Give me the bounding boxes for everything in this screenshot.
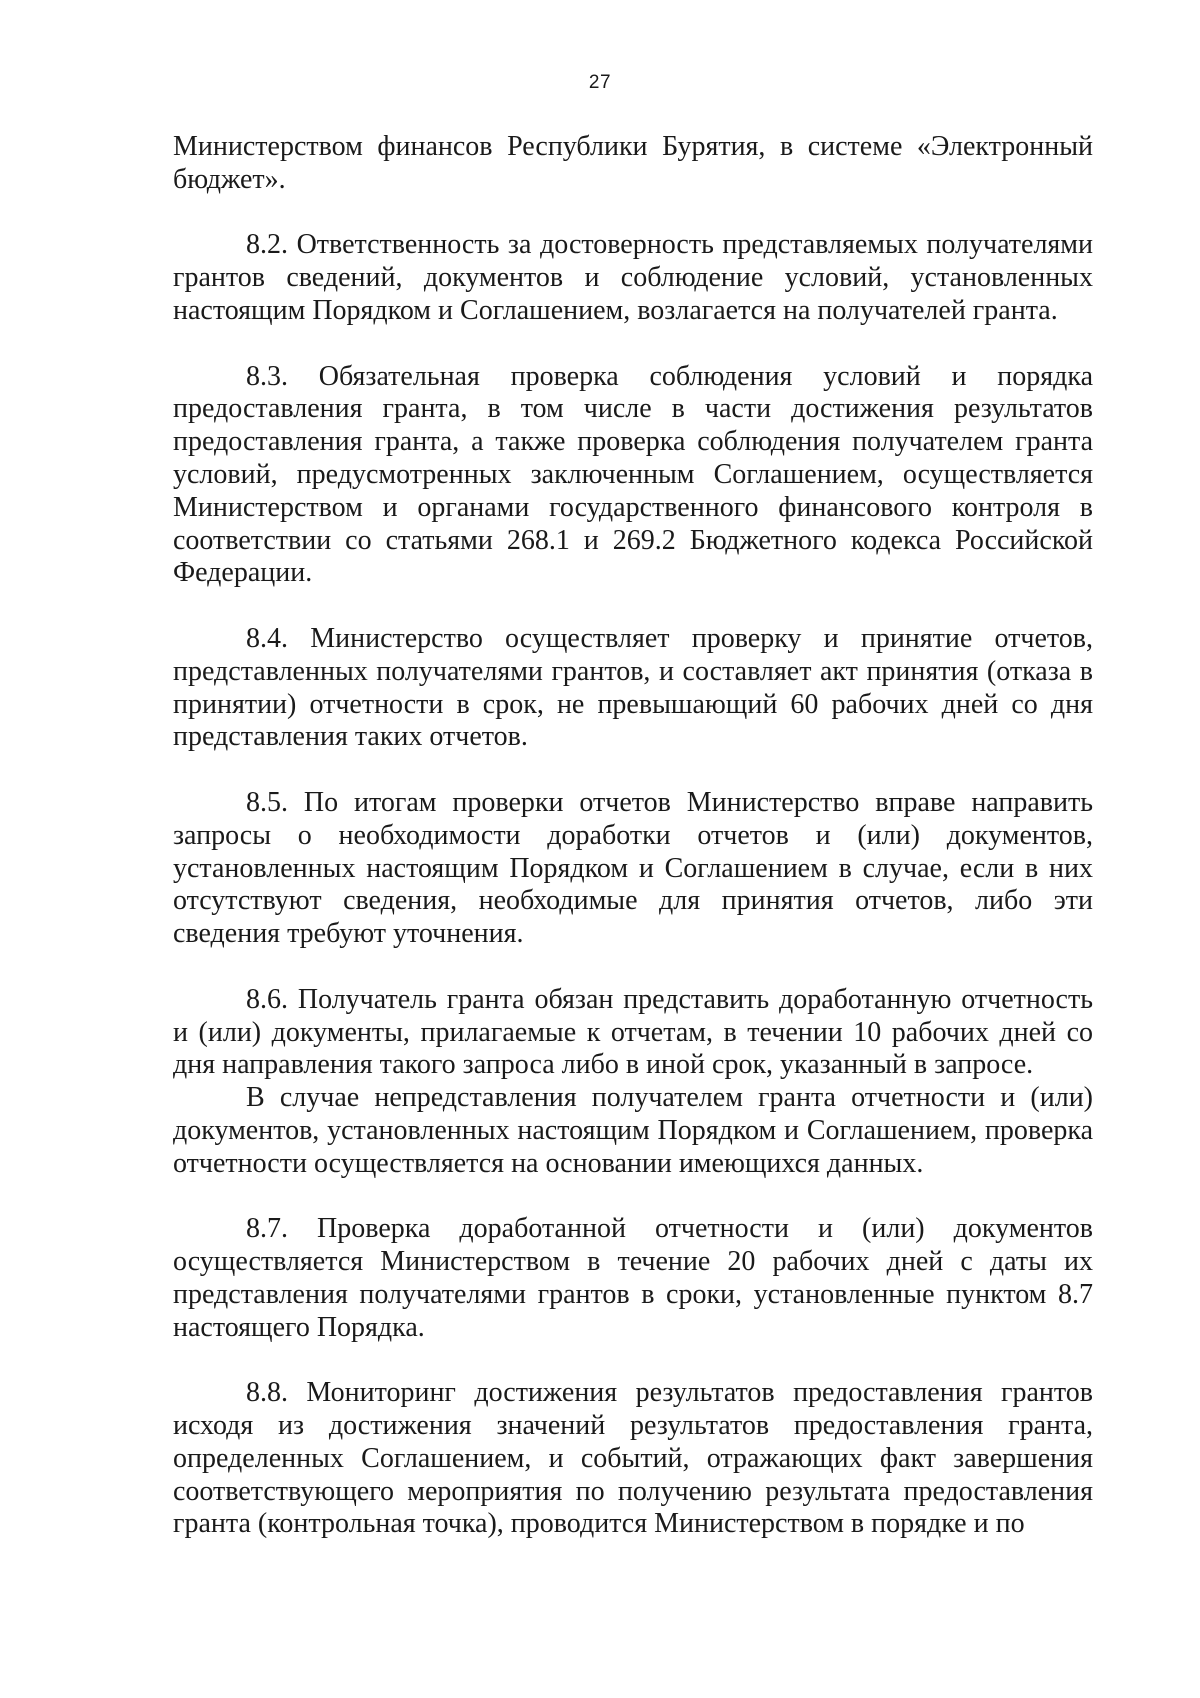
paragraph-8-3: 8.3. Обязательная проверка соблюдения условий и порядка предоставления гранта, в том числе в части достижения результатов предоставления гранта, а также проверка соблюдения получателем гранта условий, предусмотренных заключенным Соглашением, осуществляется Министерством и органами государственного финансового контроля в соответствии со статьями 268.1 и 269.2 Бюджетного кодекса Российской Федерации. (173, 360, 1093, 589)
paragraph-8-6-continued: В случае непредставления получателем гранта отчетности и (или) документов, установленных настоящим Порядком и Соглашением, проверка отчетности осуществляется на основании имеющихся данных. (173, 1082, 1093, 1179)
page-number: 27 (588, 72, 612, 93)
paragraph-8-8: 8.8. Мониторинг достижения результатов предоставления грантов исходя из достижения значений результатов предоставления гранта, определенных Соглашением, и событий, отражающих факт завершения соответствующего мероприятия по получению результата предоставления гранта (контрольная точка), проводится Министерством в порядке и по (173, 1377, 1093, 1540)
paragraph-8-5: 8.5. По итогам проверки отчетов Министерство вправе направить запросы о необходимости доработки отчетов и (или) документов, установленных настоящим Порядком и Соглашением в случае, если в них отсутствуют сведения, необходимые для принятия отчетов, либо эти сведения требуют уточнения. (173, 786, 1093, 950)
paragraph-8-4: 8.4. Министерство осуществляет проверку и принятие отчетов, представленных получателями грантов, и составляет акт принятия (отказа в принятии) отчетности в срок, не превышающий 60 рабочих дней со дня представления таких отчетов. (173, 622, 1093, 753)
paragraph-8-6: 8.6. Получатель гранта обязан представить доработанную отчетность и (или) документы, прилагаемые к отчетам, в течении 10 рабочих дней со дня направления такого запроса либо в иной срок, указанный в запросе. (173, 983, 1093, 1081)
paragraph-8-2: 8.2. Ответственность за достоверность представляемых получателями грантов сведений, документов и соблюдение условий, установленных настоящим Порядком и Соглашением, возлагается на получателей гранта. (173, 229, 1093, 326)
paragraph-8-7: 8.7. Проверка доработанной отчетности и (или) документов осуществляется Министерством в течение 20 рабочих дней с даты их представления получателями грантов в сроки, установленные пунктом 8.7 настоящего Порядка. (173, 1213, 1093, 1343)
paragraph-continuation: Министерством финансов Республики Бурятия, в системе «Электронный бюджет». (173, 131, 1093, 195)
document-body (173, 131, 1093, 1541)
